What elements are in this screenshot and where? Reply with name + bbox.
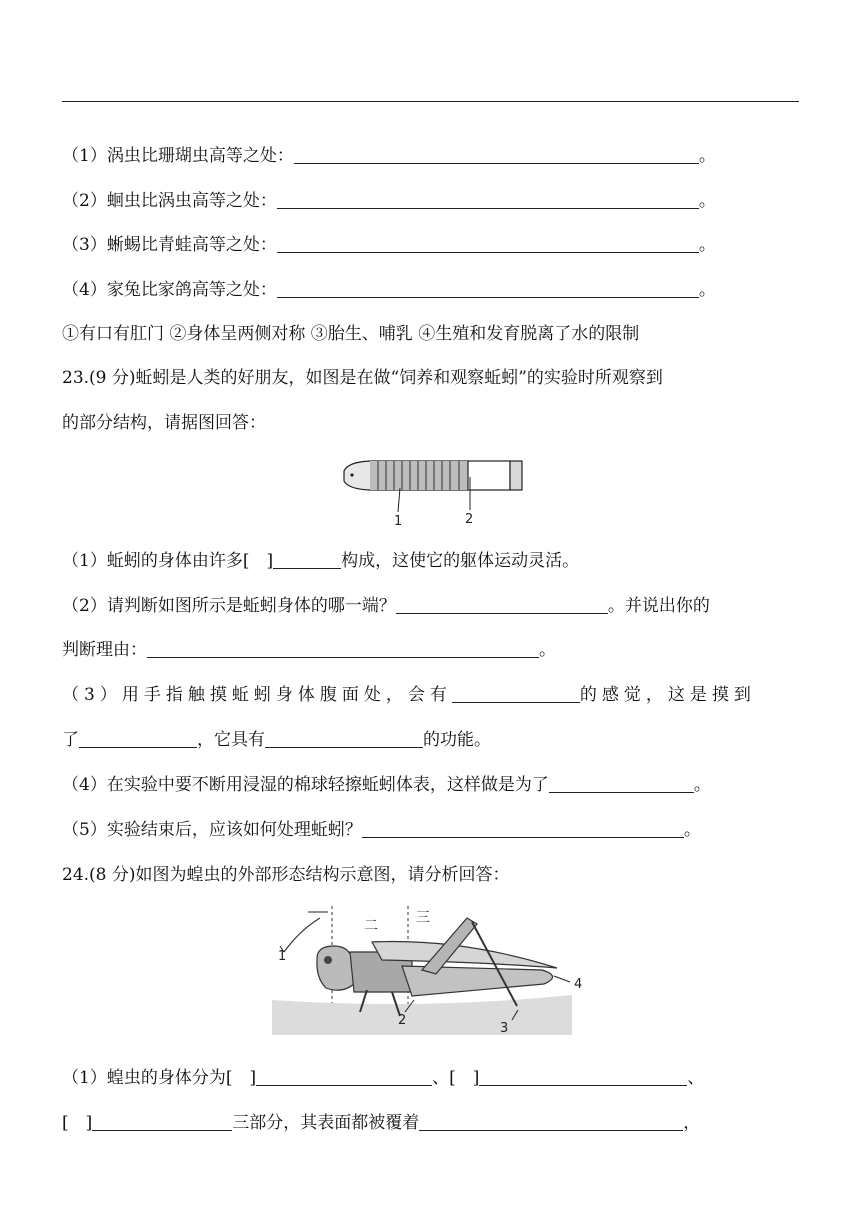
q24-sub1-line2-bracket: [ ] (62, 1113, 93, 1133)
locust-section-2-label: 二 (364, 918, 378, 934)
q23-sub3 (62, 683, 756, 707)
q23-sub3-line2-end: 的功能。 (423, 730, 491, 750)
q23-sub1 (62, 549, 579, 573)
locust-section-3-label: 三 (416, 910, 430, 926)
q23-sub3-text: （3）用手指触摸蚯蚓身体腹面处，会有 (62, 685, 452, 705)
ground (272, 995, 572, 1035)
q24-sub1-line2 (62, 1111, 700, 1135)
q23-sub1-text-end: 构成，这使它的躯体运动灵活。 (341, 551, 580, 571)
q23-sub5-end: 。 (683, 820, 701, 840)
q24-sub1-line2-text: 三部分，其表面都被覆着 (232, 1113, 420, 1133)
q22-sub4-end: 。 (698, 280, 716, 300)
q23-sub3-blank3[interactable] (265, 729, 423, 748)
q23-sub2-text-end: 。并说出你的 (607, 596, 710, 616)
q24-sub1-blank3[interactable] (92, 1112, 232, 1131)
q23-sub3-line2 (62, 728, 491, 752)
q23-stem-line2: 的部分结构，请据图回答： (62, 413, 266, 433)
q23-sub5 (62, 818, 701, 842)
q24-sub1-mid: 、[ ] (432, 1068, 480, 1088)
locust-label-3: 3 (500, 1021, 509, 1035)
q23-sub3-blank2[interactable] (79, 729, 197, 748)
label-4-leader-line (554, 976, 570, 982)
q22-sub1 (62, 144, 716, 168)
q23-sub5-blank[interactable] (362, 819, 684, 838)
q24-sub1-blank4[interactable] (419, 1112, 683, 1131)
earthworm-label-2: 2 (465, 512, 474, 527)
q22-options: ①有口有肛门 ②身体呈两侧对称 ③胎生、哺乳 ④生殖和发育脱离了水的限制 (62, 324, 640, 344)
q22-sub1-text: （1）涡虫比珊瑚虫高等之处： (62, 146, 294, 166)
q23-sub2-text: （2）请判断如图所示是蚯蚓身体的哪一端？ (62, 596, 396, 616)
q22-sub3-end: 。 (698, 235, 716, 255)
q24-sub1-text: （1）蝗虫的身体分为[ ] (62, 1068, 257, 1088)
q22-sub2-end: 。 (698, 191, 716, 211)
q22-sub2-blank[interactable] (277, 190, 699, 209)
locust-label-1: 1 (278, 949, 287, 964)
earthworm-clitellum (468, 461, 510, 490)
q22-sub1-blank[interactable] (294, 145, 699, 164)
earthworm-label-1: 1 (394, 514, 403, 529)
q23-sub2-blank[interactable] (396, 595, 608, 614)
earthworm-segments-shade (370, 461, 468, 490)
q23-stem-line1: 23.(9 分)蚯蚓是人类的好朋友，如图是在做“饲养和观察蚯蚓”的实验时所观察到 (62, 368, 663, 388)
locust-label-2: 2 (398, 1013, 407, 1028)
q23-sub2-reason-end: 。 (539, 640, 556, 660)
q23-sub2-reason-label: 判断理由： (62, 640, 147, 660)
q22-sub3 (62, 233, 716, 257)
q23-sub3-line2-mid: ，它具有 (197, 730, 265, 750)
antenna (284, 918, 320, 952)
q22-sub2 (62, 189, 716, 213)
q23-sub2-line2 (62, 638, 556, 662)
q23-sub4-blank[interactable] (549, 774, 694, 793)
q24-sub1-line2-end: ， (683, 1113, 701, 1133)
q23-sub2 (62, 594, 710, 618)
locust-head (317, 946, 354, 990)
earthworm-figure (340, 455, 530, 530)
q23-sub4 (62, 773, 711, 797)
q23-sub3-line2-start: 了 (62, 730, 79, 750)
q23-sub1-blank[interactable] (273, 550, 341, 569)
q23-sub2-reason-blank[interactable] (147, 639, 539, 658)
header-rule (62, 101, 799, 102)
q22-sub3-blank[interactable] (277, 234, 699, 253)
q22-sub3-text: （3）蜥蜴比青蛙高等之处： (62, 235, 277, 255)
q23-sub1-text: （1）蚯蚓的身体由许多[ ] (62, 551, 274, 571)
q23-sub4-text: （4）在实验中要不断用浸湿的棉球轻擦蚯蚓体表，这样做是为了 (62, 775, 549, 795)
q22-sub1-end: 。 (698, 146, 716, 166)
q24-sub1 (62, 1066, 704, 1090)
q24-sub1-blank2[interactable] (479, 1067, 687, 1086)
q22-sub4 (62, 278, 716, 302)
q24-sub1-end: 、 (687, 1068, 705, 1088)
locust-label-4: 4 (574, 977, 583, 992)
q22-sub4-blank[interactable] (277, 279, 699, 298)
earthworm-tail-segment (510, 461, 522, 490)
q22-sub4-text: （4）家兔比家鸽高等之处： (62, 280, 277, 300)
q24-sub1-blank1[interactable] (256, 1067, 432, 1086)
locust-figure (272, 900, 592, 1035)
q24-stem: 24.(8 分)如图为蝗虫的外部形态结构示意图，请分析回答： (62, 865, 510, 885)
earthworm-mouth (350, 473, 353, 476)
q23-sub3-blank1[interactable] (452, 684, 580, 703)
locust-eye (324, 956, 332, 964)
q23-sub3-text-end: 的感觉，这是摸到 (579, 685, 756, 705)
label-1-leader (398, 488, 400, 512)
q23-sub4-end: 。 (693, 775, 711, 795)
q22-sub2-text: （2）蛔虫比涡虫高等之处： (62, 191, 277, 211)
q23-sub5-text: （5）实验结束后，应该如何处理蚯蚓？ (62, 820, 362, 840)
